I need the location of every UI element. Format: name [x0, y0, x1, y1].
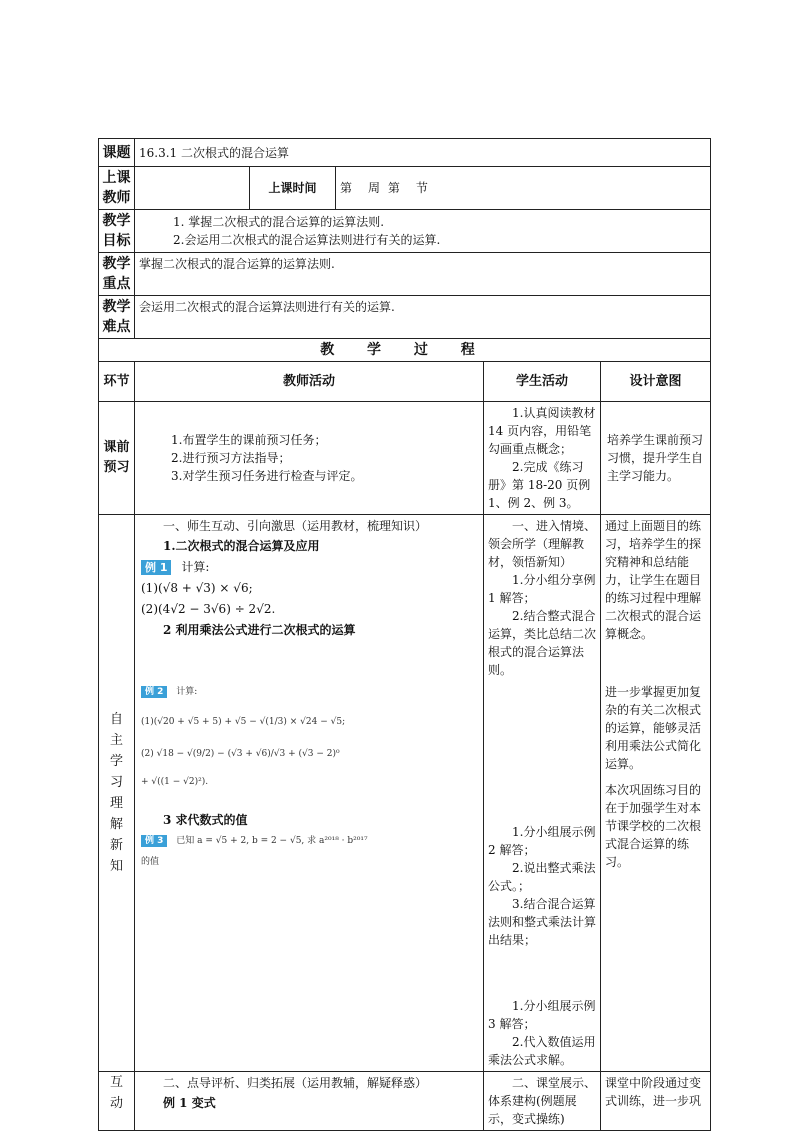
- section-1-title: 1.二次根式的混合运算及应用: [163, 539, 320, 553]
- self-study-student-c1: 1.分小组展示例 3 解答；: [488, 999, 596, 1031]
- self-study-teacher: [135, 515, 484, 1072]
- example-3-text-2: 的值: [141, 857, 160, 867]
- section-2-title: 2 利用乘法公式进行二次根式的运算: [163, 623, 356, 637]
- goal-1: 1. 掌握二次根式的混合运算的运算法则.: [173, 215, 385, 229]
- interact-stage: 互动: [99, 1072, 135, 1131]
- interact-student-intro: 二、课堂展示、体系建构(例题展示，变式操练): [488, 1076, 597, 1126]
- col-intent: 设计意图: [601, 362, 711, 402]
- self-study-student-b2: 2.说出整式乘法公式。；: [488, 861, 596, 893]
- self-study-intent-1: 通过上面题目的练习，培养学生的探究精神和总结能力，让学生在题目的练习过程中理解二次根式的混合运算概念。: [605, 519, 702, 641]
- goal-value: [135, 210, 711, 253]
- preview-teacher-2: 2.进行预习方法指导；: [171, 451, 291, 465]
- self-study-student: [484, 515, 601, 1072]
- example-2-header: [141, 683, 479, 701]
- interact-teacher-sub: 例 1 变式: [163, 1096, 216, 1110]
- teacher-label: 上课教师: [99, 167, 135, 210]
- interact-teacher-intro: 二、点导评析、归类拓展（运用教辅，解疑释惑）: [163, 1076, 428, 1090]
- example-2-q2b: + √((1 − √2)²).: [141, 777, 209, 787]
- example-1-q2: (2)(4√2 − 3√6) ÷ 2√2.: [141, 602, 276, 616]
- col-student: 学生活动: [484, 362, 601, 402]
- self-study-intent-3: 本次巩固练习目的在于加强学生对本节课学校的二次根式混合运算的练习。: [605, 783, 702, 869]
- key-label: 教学重点: [99, 253, 135, 296]
- time-label: 上课时间: [250, 167, 336, 210]
- example-3-badge: 例 3: [141, 835, 167, 847]
- process-title: 教 学 过 程: [99, 339, 711, 362]
- key-value: 掌握二次根式的混合运算的运算法则.: [135, 253, 711, 296]
- teacher-value: [135, 167, 250, 210]
- example-1-header: [141, 558, 479, 576]
- example-2-prompt: 计算:: [176, 687, 198, 697]
- preview-teacher-1: 1.布置学生的课前预习任务；: [171, 433, 327, 447]
- preview-student-2: 2.完成《练习册》第 18-20 页例 1、例 2、例 3。: [488, 460, 591, 510]
- interact-teacher: [135, 1072, 484, 1131]
- section-3-title: 3 求代数式的值: [163, 813, 248, 827]
- example-1-prompt: 计算:: [181, 560, 210, 574]
- interact-student: [484, 1072, 601, 1131]
- self-study-student-a2: 2.结合整式混合运算，类比总结二次根式的混合运算法则。: [488, 609, 597, 677]
- preview-teacher: [135, 402, 484, 515]
- self-study-student-intro: 一、进入情境、领会所学（理解教材，领悟新知）: [488, 519, 597, 569]
- topic-value: 16.3.1 二次根式的混合运算: [135, 139, 711, 167]
- difficulty-label: 教学难点: [99, 296, 135, 339]
- goal-label: 教学目标: [99, 210, 135, 253]
- example-3: [141, 832, 479, 850]
- preview-student: [484, 402, 601, 515]
- interact-intent: 课堂中阶段通过变式训练，进一步巩: [601, 1072, 711, 1131]
- self-study-student-a1: 1.分小组分享例 1 解答；: [488, 573, 596, 605]
- example-2-badge: 例 2: [141, 686, 167, 698]
- preview-student-1: 1.认真阅读教材 14 页内容，用铅笔勾画重点概念；: [488, 406, 596, 456]
- col-stage: 环节: [99, 362, 135, 402]
- preview-stage: 课前预习: [99, 402, 135, 515]
- self-study-teacher-intro: 一、师生互动、引向激思（运用教材，梳理知识）: [163, 519, 428, 533]
- self-study-intent: [601, 515, 711, 1072]
- self-study-student-c2: 2.代入数值运用乘法公式求解。: [488, 1035, 596, 1067]
- col-teacher: 教师活动: [135, 362, 484, 402]
- self-study-student-b1: 1.分小组展示例 2 解答；: [488, 825, 596, 857]
- self-study-stage: 自主学习理解新知: [99, 515, 135, 1072]
- topic-label: 课题: [99, 139, 135, 167]
- lesson-plan-page: [98, 138, 710, 1131]
- example-2-q2: (2) √18 − √(9/2) − (√3 + √6)/√3 + (√3 − 2)⁰: [141, 749, 340, 759]
- goal-2: 2.会运用二次根式的混合运算法则进行有关的运算.: [173, 233, 441, 247]
- example-2-q1: (1)(√20 + √5 + 5) + √5 − √(1/3) × √24 − √5;: [141, 717, 346, 727]
- time-value: 第 周 第 节: [336, 167, 711, 210]
- self-study-intent-2: 进一步掌握更加复杂的有关二次根式的运算，能够灵活利用乘法公式简化运算。: [605, 685, 702, 771]
- difficulty-value: 会运用二次根式的混合运算法则进行有关的运算.: [135, 296, 711, 339]
- example-1-q1: (1)(√8 + √3) × √6;: [141, 581, 253, 595]
- preview-intent: 培养学生课前预习习惯，提升学生自主学习能力。: [601, 402, 711, 515]
- preview-teacher-3: 3.对学生预习任务进行检查与评定。: [171, 469, 363, 483]
- example-1-badge: 例 1: [141, 560, 171, 575]
- lesson-plan-table: [98, 138, 711, 1131]
- self-study-student-b3: 3.结合混合运算法则和整式乘法计算出结果；: [488, 897, 597, 947]
- example-3-text: 已知 a = √5 + 2, b = 2 − √5, 求 a²⁰¹⁸ · b²⁰¹⁷: [176, 836, 368, 846]
